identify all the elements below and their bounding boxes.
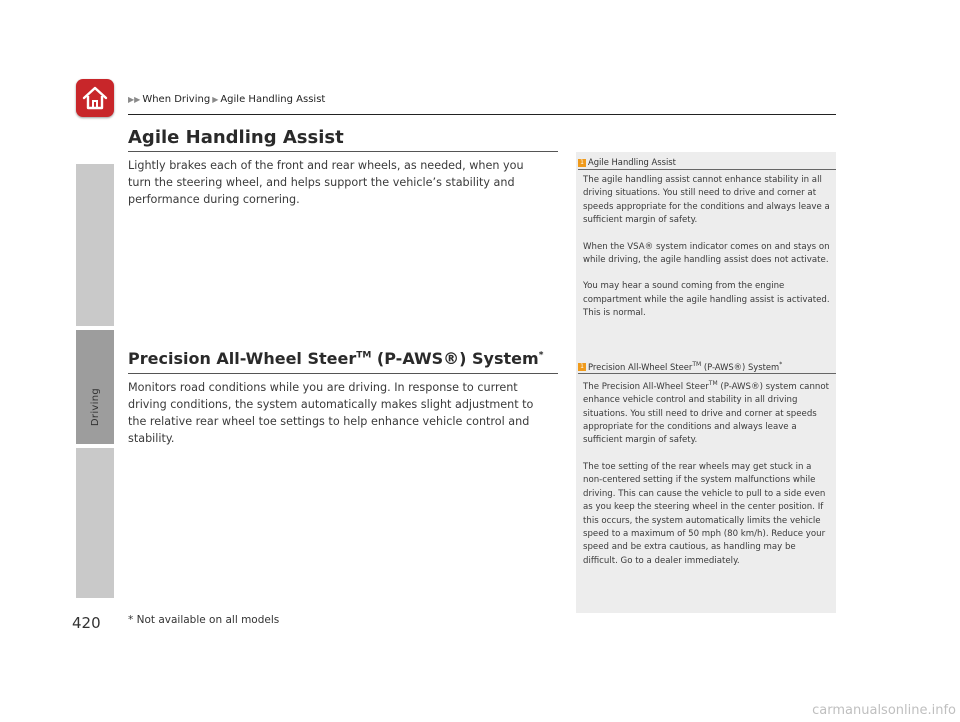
note-paragraph-part: The Precision All-Wheel Steer <box>583 381 709 392</box>
side-tab-spacer-bottom <box>76 448 114 598</box>
section-body-p-aws: Monitors road conditions while you are driving. In response to current driving conditions, the system automatically makes slight adjustment to the relative rear wheel toe settings to help enhance vehicle control and stability. <box>128 381 534 445</box>
watermark: carmanualsonline.info <box>812 703 956 718</box>
footnote-star: * <box>538 350 544 361</box>
breadcrumb-item-agile-handling-assist[interactable]: Agile Handling Assist <box>220 94 326 105</box>
trademark-mark: TM <box>692 361 702 368</box>
section-title-agile-handling-assist: Agile Handling Assist <box>128 127 344 148</box>
note-body-p-aws <box>583 377 831 581</box>
section-title-p-aws <box>128 349 543 368</box>
breadcrumb <box>128 94 325 105</box>
section-divider <box>128 151 558 152</box>
note-divider <box>578 169 836 170</box>
side-tab-spacer-top <box>76 164 114 326</box>
section-divider <box>128 373 558 374</box>
breadcrumb-item-when-driving[interactable]: When Driving <box>142 94 211 105</box>
section-title-p-aws-main: Precision All-Wheel Steer <box>128 349 357 368</box>
footnote-star: * <box>779 361 783 368</box>
triangle-right-icon: ▶ <box>212 95 219 104</box>
note-paragraph-part: (P-AWS®) system cannot enhance vehicle control and stability in all driving situations. You still need to drive and corner at speeds appropriate for the conditions and always leave a sufficient margin of safety. <box>583 381 829 446</box>
note-reference-icon: 1 <box>578 363 586 371</box>
note-title-text[interactable]: Precision All-Wheel Steer <box>588 361 693 372</box>
note-title-p-aws <box>578 361 782 372</box>
note-paragraph <box>583 377 831 448</box>
home-button[interactable] <box>76 79 114 117</box>
footnote: * Not available on all models <box>128 614 280 626</box>
note-paragraph: The agile handling assist cannot enhance stability in all driving situations. You still need to drive and corner at speeds appropriate for the conditions and always leave a sufficient margin of safety. <box>583 175 830 226</box>
header-divider <box>128 114 836 115</box>
section-title-p-aws-rest: (P-AWS®) System <box>371 349 539 368</box>
note-paragraph: The toe setting of the rear wheels may get stuck in a non-centered setting if the system malfunctions while driving. This can cause the vehicle to pull to a side even as you keep the steering wheel in the center position. If this occurs, the system automatically limits the vehicle speed to a maximum of 50 mph (80 km/h). Reduce your speed and be extra cautious, as handling may be difficult. Go to a dealer immediately. <box>583 461 826 566</box>
note-reference-icon: 1 <box>578 159 586 167</box>
note-paragraph: When the VSA® system indicator comes on and stays on while driving, the agile handling assist does not activate. <box>583 241 830 266</box>
section-body-agile-handling-assist: Lightly brakes each of the front and rear wheels, as needed, when you turn the steering wheel, and helps support the vehicle’s stability and performance during cornering. <box>128 159 524 206</box>
side-tab-label: Driving <box>89 387 101 426</box>
home-icon <box>82 86 108 110</box>
page-number: 420 <box>72 614 101 632</box>
triangle-right-icon: ▶▶ <box>128 95 141 104</box>
note-title-text[interactable]: Agile Handling Assist <box>588 157 676 167</box>
trademark-mark: TM <box>356 350 372 361</box>
note-title-text-rest: (P-AWS®) System <box>701 361 780 372</box>
note-body-agile-handling-assist <box>583 174 831 334</box>
note-paragraph: You may hear a sound coming from the engine compartment while the agile handling assist is activated. This is normal. <box>583 281 830 319</box>
side-tab-label-wrap <box>76 330 114 444</box>
note-divider <box>578 373 836 374</box>
trademark-mark: TM <box>708 380 718 387</box>
note-title-agile-handling-assist <box>578 157 676 167</box>
